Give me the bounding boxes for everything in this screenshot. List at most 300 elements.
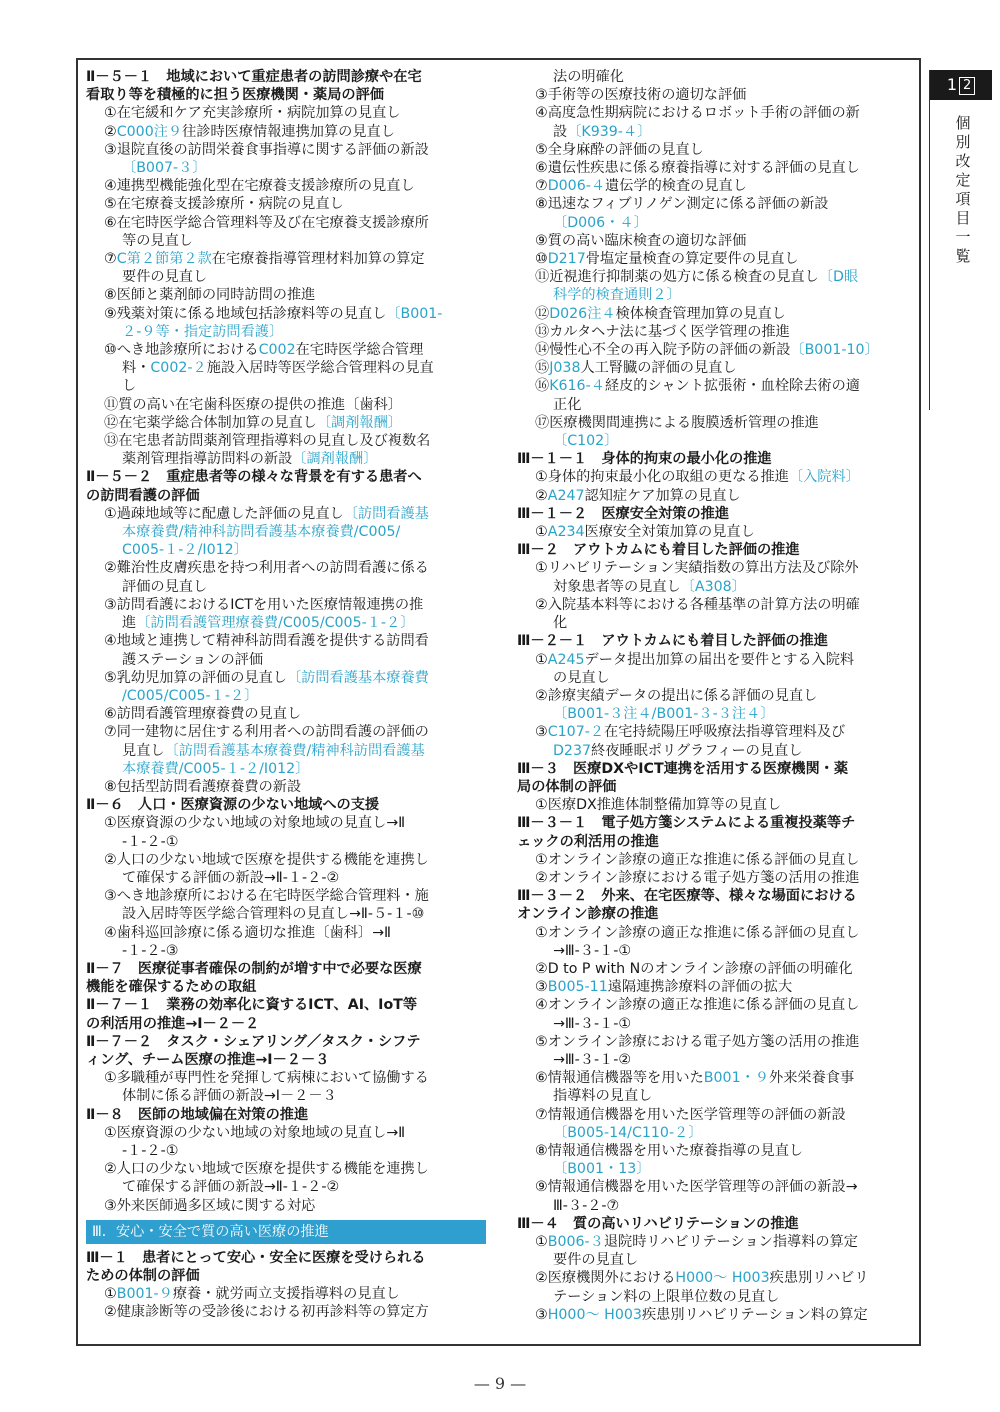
list-item-line	[86, 942, 486, 960]
item-text: ⑯	[535, 378, 550, 395]
item-text: ⑧迅速なフィブリノゲン測定に係る評価の新設	[535, 196, 829, 213]
item-text: ⑮	[535, 360, 550, 377]
list-item-line	[517, 1069, 917, 1087]
list-item-line	[86, 814, 486, 832]
list-item-line	[86, 123, 486, 141]
code-reference: C107-２	[547, 724, 605, 741]
item-text: Ⅱ－５－１ 地域において重症患者の訪問診療や在宅	[86, 69, 422, 85]
code-reference: 科学的検査通則２〕	[553, 287, 681, 304]
code-reference: B001-９	[116, 1286, 173, 1303]
item-text: 遠隔連携診療料の評価の拡大	[607, 979, 793, 996]
section-heading	[517, 541, 917, 559]
code-reference: 〔調剤報酬〕	[292, 451, 378, 468]
item-text: ⑦	[104, 251, 117, 268]
item-text: 認知症ケア加算の見直し	[584, 487, 741, 504]
section-heading	[517, 450, 917, 468]
code-reference: H000～ H003	[547, 1306, 642, 1323]
code-reference: 〔B001-３注４/B001-３-３注４〕	[553, 706, 775, 723]
list-item-line	[517, 1015, 917, 1033]
item-text: ⑫在宅薬学総合体制加算の見直し	[104, 414, 317, 431]
list-item-line	[86, 250, 486, 268]
list-item-line	[517, 1251, 917, 1269]
item-text: Ⅲ－２ アウトカムにも着目した評価の推進	[517, 542, 800, 559]
code-reference: C000注９	[116, 123, 183, 140]
list-item-line	[86, 450, 486, 468]
code-reference: 〔B001-10〕	[790, 342, 879, 359]
code-reference: C002-２	[150, 360, 207, 377]
item-text: ⑤在宅療養支援診療所・病院の見直し	[104, 196, 344, 213]
item-text: -１-２-①	[122, 833, 179, 850]
item-text: Ⅲ-３-２-⑦	[553, 1197, 620, 1214]
section-heading	[517, 905, 917, 923]
item-text: 往診時医療情報連携加算の見直し	[182, 123, 395, 140]
item-text: ④高度急性期病院におけるロボット手術の評価の新	[535, 105, 860, 122]
item-text: 化	[553, 615, 568, 632]
item-text: Ⅲ－３－２ 外来、在宅医療等、様々な場面における	[517, 888, 857, 905]
code-reference: D026注４	[549, 305, 616, 322]
item-text: ③手術等の医療技術の適切な評価	[535, 87, 747, 104]
list-item-line	[86, 669, 486, 687]
list-item-line	[86, 104, 486, 122]
item-text: 疾患別リハビリ	[769, 1270, 869, 1287]
item-text: 療養・就労両立支援指導料の見直し	[172, 1286, 400, 1303]
list-item-line	[86, 1303, 486, 1321]
item-text: ⑥遺伝性疾患に係る療養指導に対する評価の見直し	[535, 160, 860, 177]
item-text: 外来栄養食事	[769, 1070, 855, 1087]
list-item-line	[517, 596, 917, 614]
item-text: ③	[535, 1306, 548, 1323]
list-item-line	[517, 669, 917, 687]
tab-number-box: 2	[959, 77, 975, 95]
list-item-line	[517, 705, 917, 723]
code-reference: C第２節第２款	[116, 251, 212, 268]
code-reference: D237	[553, 742, 592, 759]
item-text: ⑦	[535, 178, 548, 195]
list-item-line	[517, 286, 917, 304]
item-text: ①在宅緩和ケア充実診療所・病院加算の見直し	[104, 105, 401, 122]
item-text: 要件の見直し	[122, 269, 208, 286]
item-text: Ⅲ－１－２ 医療安全対策の推進	[517, 505, 730, 522]
part-banner	[86, 1220, 486, 1244]
section-tab	[929, 70, 992, 410]
item-text: 薬剤管理指導訪問料の新設	[122, 451, 293, 468]
item-text: ⑦同一建物に居住する利用者への訪問看護の評価の	[104, 724, 429, 741]
section-heading	[517, 505, 917, 523]
item-text: 評価の見直し	[122, 578, 208, 595]
code-reference: 本療養費/C005-１-２/I012〕	[122, 760, 310, 777]
item-text: ③	[535, 724, 548, 741]
list-item-line	[517, 1087, 917, 1105]
item-text: ①オンライン診療の適正な推進に係る評価の見直し	[535, 851, 860, 868]
item-text: 正化	[553, 396, 582, 413]
list-item-line	[517, 305, 917, 323]
list-item-line	[517, 559, 917, 577]
code-reference: 〔訪問看護基本療養費	[286, 669, 429, 686]
tab-number-main: 1	[946, 75, 958, 94]
code-reference: /C005/C005-１-２〕	[122, 687, 259, 704]
item-text: ための体制の評価	[86, 1268, 200, 1284]
list-item-line	[517, 104, 917, 122]
item-text: 指導料の見直し	[553, 1088, 653, 1105]
item-text: ④オンライン診療の適正な推進に係る評価の見直し	[535, 997, 860, 1014]
item-text: Ⅱ－７ 医療従事者確保の制約が増す中で必要な医療	[86, 960, 422, 977]
item-text: の見直し	[553, 669, 610, 686]
item-text: ①	[104, 1286, 117, 1303]
list-item-line	[517, 1178, 917, 1196]
code-reference: H000～ H003	[675, 1270, 770, 1287]
item-text: ⑤乳幼児加算の評価の見直し	[104, 669, 287, 686]
list-item-line	[86, 523, 486, 541]
item-text: ①	[535, 524, 548, 541]
list-item-line	[517, 432, 917, 450]
item-text: ⑧医師と薬剤師の同時訪問の推進	[104, 287, 316, 304]
list-item-line	[517, 487, 917, 505]
item-text: ②オンライン診療における電子処方箋の活用の推進	[535, 869, 860, 886]
item-text: Ⅱ－８ 医師の地域偏在対策の推進	[86, 1106, 309, 1123]
item-text: 退院時リハビリテーション指導料の算定	[603, 1234, 858, 1250]
item-text: ①医療DX推進体制整備加算等の見直し	[535, 797, 782, 814]
section-heading	[86, 978, 486, 996]
item-text: 疾患別リハビリテーション料の算定	[641, 1306, 868, 1323]
code-reference: 〔調剤報酬〕	[316, 414, 402, 431]
list-item-line	[86, 742, 486, 760]
item-text: ②D to P with Nのオンライン診療の評価の明確化	[535, 960, 853, 977]
code-reference: 〔B001・13〕	[553, 1161, 651, 1178]
item-text: テーション料の上限単位数の見直し	[553, 1288, 780, 1305]
item-text: ①リハビリテーション実績指数の算出方法及び除外	[535, 560, 859, 577]
item-text: ⑧情報通信機器を用いた療養指導の見直し	[535, 1142, 804, 1159]
code-reference: 〔K939-４〕	[567, 123, 652, 140]
item-text: 施設入居時等医学総合管理料の見直	[206, 360, 434, 377]
list-item-line	[86, 286, 486, 304]
list-item-line	[86, 559, 486, 577]
list-item-line	[86, 214, 486, 232]
item-text: ⑨質の高い臨床検査の適切な評価	[535, 232, 747, 249]
list-item-line	[86, 141, 486, 159]
item-text: 進	[122, 615, 137, 632]
section-heading	[517, 778, 917, 796]
item-text: ③退院直後の訪問栄養食事指導に関する評価の新設	[104, 141, 429, 158]
item-text: ⑫	[535, 305, 550, 322]
item-text: オンライン診療の推進	[517, 906, 659, 923]
list-item-line	[517, 414, 917, 432]
item-text: ②健康診断等の受診後における初再診料等の算定方	[104, 1304, 429, 1321]
list-item-line	[86, 159, 486, 177]
item-text: 見直し	[122, 742, 165, 759]
list-item-line	[517, 268, 917, 286]
list-item-line	[517, 1160, 917, 1178]
list-item-line	[517, 869, 917, 887]
section-heading	[517, 887, 917, 905]
list-item-line	[86, 578, 486, 596]
code-reference: 本療養費/精神科訪問看護基本療養費/C005/	[122, 524, 401, 541]
item-text: ②医療機関外における	[535, 1270, 676, 1287]
list-item-line	[517, 723, 917, 741]
list-item-line	[517, 1124, 917, 1142]
code-reference: B006-３	[547, 1234, 604, 1250]
code-reference: 〔B005-14/C110-２〕	[553, 1124, 703, 1141]
list-item-line	[86, 869, 486, 887]
item-text: ⑤全身麻酔の評価の見直し	[535, 141, 704, 158]
list-item-line	[517, 232, 917, 250]
list-item-line	[86, 268, 486, 286]
item-text: 在宅時医学総合管理	[295, 342, 424, 359]
tab-label: 個 別 改 定 項 目 一 覧	[955, 114, 971, 265]
item-text: →Ⅲ-３-１-②	[553, 1051, 632, 1068]
list-item-line	[86, 177, 486, 195]
list-item-line	[517, 578, 917, 596]
item-text: Ⅲ－４ 質の高いリハビリテーションの推進	[517, 1215, 799, 1232]
item-text: ⑤オンライン診療における電子処方箋の活用の推進	[535, 1033, 860, 1050]
list-item-line	[517, 250, 917, 268]
item-text: Ⅲ－１ 患者にとって安心・安全に医療を受けられる	[86, 1249, 426, 1266]
item-text: →Ⅲ-３-１-①	[553, 1015, 632, 1032]
list-item-line	[517, 924, 917, 942]
section-heading	[86, 796, 486, 814]
code-reference: C005-１-２/I012〕	[122, 542, 248, 559]
list-item-line	[517, 159, 917, 177]
section-heading	[86, 996, 486, 1014]
list-item-line	[86, 232, 486, 250]
list-item-line	[517, 796, 917, 814]
item-text: ⑥情報通信機器等を用いた	[535, 1070, 704, 1087]
list-item-line	[86, 614, 486, 632]
item-text: ⑪近視進行抑制薬の処方に係る検査の見直し	[535, 269, 819, 286]
list-item-line	[517, 687, 917, 705]
list-item-line	[86, 359, 486, 377]
item-text: 等の見直し	[122, 232, 193, 249]
section-heading	[517, 632, 917, 650]
item-text: 料・	[122, 360, 151, 377]
item-text: →Ⅲ-３-１-①	[553, 942, 632, 959]
item-text: Ⅱ－５－２ 重症患者等の様々な背景を有する患者へ	[86, 469, 422, 486]
list-item-line	[517, 1306, 917, 1324]
item-text: ①医療資源の少ない地域の対象地域の見直し→Ⅱ	[104, 1124, 406, 1141]
list-item-line	[86, 905, 486, 923]
list-item-line	[86, 651, 486, 669]
list-item-line	[517, 651, 917, 669]
list-item-line	[86, 195, 486, 213]
item-text: 設入居時等医学総合管理料の見直し→Ⅱ-５-１-⑩	[122, 906, 425, 923]
code-reference: B005-11	[547, 979, 608, 996]
list-item-line	[86, 377, 486, 395]
list-item-line	[517, 851, 917, 869]
item-text: て確保する評価の新設→Ⅱ-１-２-②	[122, 1179, 340, 1196]
list-item-line	[86, 1178, 486, 1196]
item-text: ェックの利活用の推進	[517, 833, 659, 850]
section-heading	[86, 1267, 486, 1285]
item-text: データ提出加算の届出を要件とする入院料	[584, 651, 855, 668]
item-text: ィング、チーム医療の推進→Ⅰ－２－３	[86, 1051, 330, 1068]
item-text: 機能を確保するための取組	[86, 979, 257, 996]
list-item-line	[517, 341, 917, 359]
item-text: 骨塩定量検査の算定要件の見直し	[585, 251, 799, 268]
list-item-line	[86, 687, 486, 705]
item-text: ②難治性皮膚疾患を持つ利用者への訪問看護に係る	[104, 560, 429, 577]
code-reference: A234	[547, 524, 585, 541]
list-item-line	[86, 541, 486, 559]
item-text: ①身体的拘束最小化の取組の更なる推進	[535, 469, 789, 486]
item-text: ①過疎地域等に配慮した評価の見直し	[104, 505, 344, 522]
item-text: Ⅲ－１－１ 身体的拘束の最小化の推進	[517, 451, 772, 468]
code-reference: 〔A308〕	[680, 578, 746, 595]
list-item-line	[517, 86, 917, 104]
list-item-line	[517, 978, 917, 996]
item-text: ⑭慢性心不全の再入院予防の評価の新設	[535, 342, 791, 359]
item-text: ③へき地診療所における在宅時医学総合管理料・施	[104, 888, 429, 905]
code-reference: C002	[258, 342, 296, 359]
item-text: -１-２-③	[122, 942, 179, 959]
item-text: 終夜睡眠ポリグラフィーの見直し	[591, 742, 803, 759]
code-reference: D006-４	[547, 178, 606, 195]
code-reference: J038	[549, 360, 581, 377]
list-item-line	[86, 1087, 486, 1105]
item-text: ①	[535, 651, 548, 668]
item-text: -１-２-①	[122, 1142, 179, 1159]
code-reference: 〔D006・４〕	[553, 214, 648, 231]
list-item-line	[86, 414, 486, 432]
list-item-line	[517, 68, 917, 86]
code-reference: ２-９等・指定訪問看護〕	[122, 323, 284, 340]
item-text: ②人口の少ない地域で医療を提供する機能を連携し	[104, 1161, 429, 1178]
item-text: の利活用の推進→Ⅰ－２－２	[86, 1015, 260, 1032]
list-item-line	[517, 323, 917, 341]
list-item-line	[86, 705, 486, 723]
item-text: ③外来医師過多区域に関する対応	[104, 1197, 316, 1214]
code-reference: 〔入院料〕	[788, 469, 860, 486]
item-text: ⑥在宅時医学総合管理料等及び在宅療養支援診療所	[104, 214, 429, 231]
code-reference: A245	[547, 651, 585, 668]
item-text: 要件の見直し	[553, 1252, 639, 1269]
item-text: ①多職種が専門性を発揮して病棟において協働する	[104, 1070, 429, 1087]
item-text: Ⅱ－６ 人口・医療資源の少ない地域への支援	[86, 797, 380, 814]
list-item-line	[517, 942, 917, 960]
item-text: ②診療実績データの提出に係る評価の見直し	[535, 687, 818, 704]
item-text: ①医療資源の少ない地域の対象地域の見直し→Ⅱ	[104, 815, 406, 832]
item-text: ④連携型機能強化型在宅療養支援診療所の見直し	[104, 178, 415, 195]
list-item-line	[86, 833, 486, 851]
list-item-line	[86, 887, 486, 905]
item-text: 設	[553, 123, 568, 140]
code-reference: 〔訪問看護基本療養費/精神科訪問看護基	[164, 742, 425, 759]
list-item-line	[517, 1197, 917, 1215]
item-text: ⑩へき地診療所における	[104, 342, 259, 359]
section-heading	[86, 487, 486, 505]
list-item-line	[517, 996, 917, 1014]
section-heading	[86, 1249, 486, 1267]
item-text: ⑨残薬対策に係る地域包括診療料等の見直し	[104, 305, 387, 322]
item-text: Ⅲ－３－１ 電子処方箋システムによる重複投薬等チ	[517, 815, 856, 832]
list-item-line	[517, 396, 917, 414]
list-item-line	[517, 468, 917, 486]
item-text: ⑰医療機関間連携による腹膜透析管理の推進	[535, 414, 819, 431]
list-item-line	[86, 1197, 486, 1215]
list-item-line	[86, 596, 486, 614]
item-text: 看取り等を積極的に担う医療機関・薬局の評価	[86, 87, 384, 104]
section-heading	[86, 68, 486, 86]
item-text: の訪問看護の評価	[86, 487, 200, 504]
item-text: ③訪問看護におけるICTを用いた医療情報連携の推	[104, 596, 424, 613]
list-item-line	[517, 742, 917, 760]
list-item-line	[517, 523, 917, 541]
item-text: ⑪質の高い在宅歯科医療の提供の推進〔歯科〕	[104, 396, 402, 413]
list-item-line	[86, 305, 486, 323]
list-item-line	[86, 1160, 486, 1178]
list-item-line	[517, 1051, 917, 1069]
right-column	[517, 68, 917, 1324]
item-text: ②	[104, 123, 117, 140]
item-text: ②入院基本料等における各種基準の計算方法の明確	[535, 596, 860, 613]
section-heading	[86, 1106, 486, 1124]
section-heading	[517, 760, 917, 778]
code-reference: D217	[547, 251, 586, 268]
item-text: Ⅲ－２－１ アウトカムにも着目した評価の推進	[517, 633, 828, 650]
list-item-line	[517, 1288, 917, 1306]
item-text: ⑦情報通信機器を用いた医学管理等の評価の新設	[535, 1106, 846, 1123]
list-item-line	[86, 323, 486, 341]
item-text: 検体検査管理加算の見直し	[615, 305, 786, 322]
item-text: ④地域と連携して精神科訪問看護を提供する訪問看	[104, 633, 429, 650]
item-text: ①オンライン診療の適正な推進に係る評価の見直し	[535, 924, 860, 941]
tab-number	[930, 70, 992, 100]
list-item-line	[517, 1269, 917, 1287]
list-item-line	[86, 1069, 486, 1087]
list-item-line	[517, 377, 917, 395]
item-text: 経皮的シャント拡張術・血栓除去術の適	[604, 378, 860, 395]
section-heading	[86, 86, 486, 104]
item-text: て確保する評価の新設→Ⅱ-１-２-②	[122, 869, 340, 886]
list-item-line	[86, 924, 486, 942]
list-item-line	[86, 760, 486, 778]
list-item-line	[517, 1106, 917, 1124]
item-text: 遺伝学的検査の見直し	[605, 178, 747, 195]
item-text: 護ステーションの評価	[122, 651, 264, 668]
item-text: ①	[535, 1234, 548, 1250]
item-text: 医療安全対策加算の見直し	[584, 524, 755, 541]
item-text: 局の体制の評価	[517, 778, 617, 795]
code-reference: 〔D眼	[818, 269, 859, 286]
list-item-line	[517, 123, 917, 141]
item-text: Ⅲ－３ 医療DXやICT連携を活用する医療機関・薬	[517, 760, 849, 777]
code-reference: 〔訪問看護基	[343, 505, 429, 522]
item-text: 対象患者等の見直し	[553, 578, 681, 595]
list-item-line	[86, 1142, 486, 1160]
item-text: ⑧包括型訪問看護療養費の新設	[104, 778, 302, 795]
item-text: Ⅱ－７－１ 業務の効率化に資するICT、AI、IoT等	[86, 997, 418, 1014]
section-heading	[86, 468, 486, 486]
list-item-line	[86, 778, 486, 796]
item-text: ②	[535, 487, 548, 504]
code-reference: 〔訪問看護管理療養費/C005/C005-１-２〕	[136, 615, 415, 632]
list-item-line	[517, 359, 917, 377]
item-text: ④歯科巡回診療に係る適切な推進〔歯科〕→Ⅱ	[104, 924, 391, 941]
item-text: ②人口の少ない地域で医療を提供する機能を連携し	[104, 851, 429, 868]
list-item-line	[86, 505, 486, 523]
list-item-line	[86, 723, 486, 741]
code-reference: A247	[547, 487, 585, 504]
item-text: ⑬在宅患者訪問薬剤管理指導料の見直し及び複数名	[104, 433, 431, 450]
section-heading	[86, 1051, 486, 1069]
item-text: Ⅲ．安心・安全で質の高い医療の推進	[92, 1223, 329, 1240]
list-item-line	[517, 214, 917, 232]
code-reference: 〔B007-３〕	[122, 160, 207, 177]
item-text: ⑬カルタヘナ法に基づく医学管理の推進	[535, 323, 790, 340]
item-text: ③	[535, 979, 548, 996]
item-text: Ⅱ－７－２ タスク・シェアリング／タスク・シフテ	[86, 1033, 421, 1050]
list-item-line	[517, 1142, 917, 1160]
item-text: し	[122, 378, 137, 395]
item-text: ⑨情報通信機器を用いた医学管理等の評価の新設→	[535, 1179, 858, 1196]
